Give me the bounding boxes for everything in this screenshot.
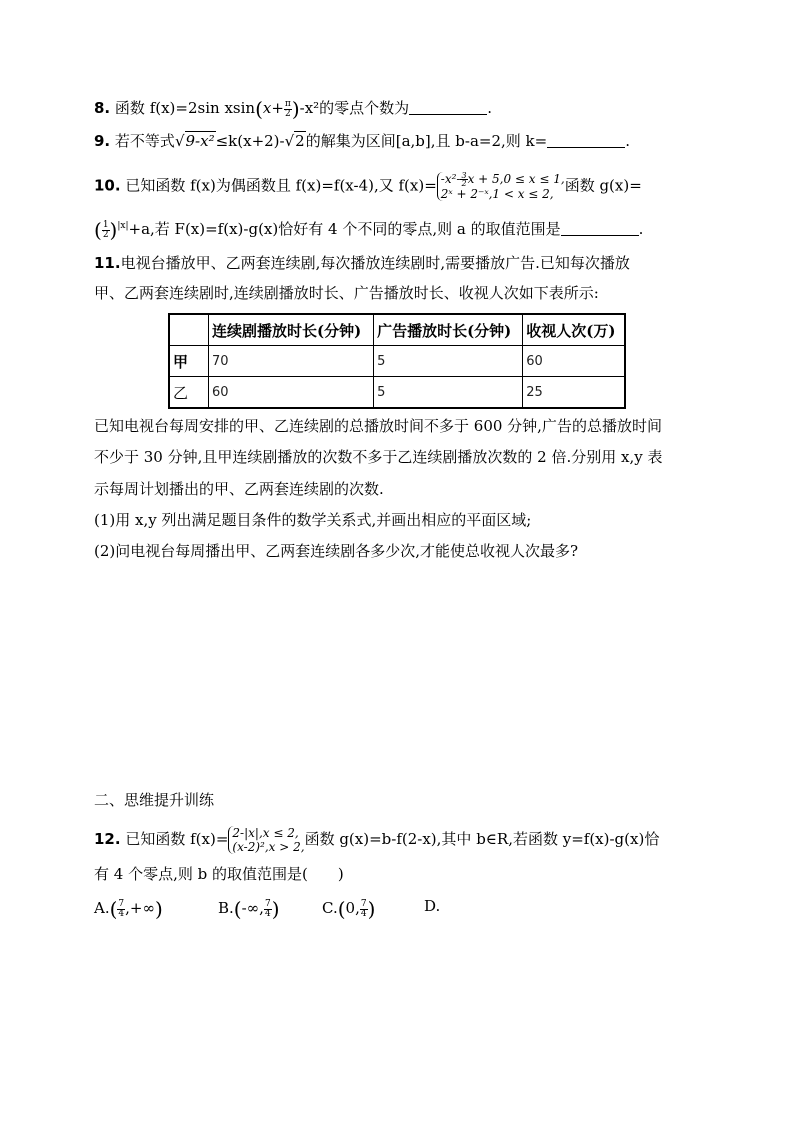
option-c[interactable]: C.(0, $\frac{7}{4}$ ) [322, 897, 376, 921]
table-row-label: 乙 [169, 377, 209, 409]
question-11-subquestion-2 [94, 541, 674, 561]
question-text: 已知函数 f(x)= [125, 830, 229, 848]
question-10-line-2: ( $\frac{1}{2}$ )$^{|x|}$+a,若 F(x)=f(x)-g(x)恰好有 4 个不同的零点,则 a 的取值范围是 . [94, 218, 644, 242]
sqrt-term: 9-x² [185, 132, 215, 150]
question-text: 函数 g(x)=b-f(2-x),其中 b∈R,若函数 y=f(x)-g(x)恰 [304, 830, 660, 848]
option-a[interactable]: A.( $\frac{7}{4}$ ,+∞) [94, 897, 163, 921]
answer-blank[interactable] [561, 221, 639, 236]
fraction: $\frac{7}{4}$ [118, 898, 125, 919]
question-text: 示每周计划播出的甲、乙两套连续剧的次数. [94, 480, 384, 498]
table-cell: 70 [209, 346, 374, 377]
piecewise-function: -x²- $\frac{3}{2}$ x + 5,0 ≤ x ≤ 1, 2ˣ + 2⁻ˣ,1 < x ≤ 2, [437, 172, 565, 201]
question-11-line-4 [94, 447, 674, 467]
question-12-line-1 [94, 826, 674, 854]
question-text: 有 4 个零点,则 b 的取值范围是( ) [94, 865, 344, 883]
question-text: 函数 f(x)=2sin xsin [114, 99, 256, 117]
question-8: 8. 函数 f(x)=2sin xsin(x+ $\frac{\pi}{2}$ )-x²的零点个数为 . [94, 97, 492, 121]
question-text: (2)问电视台每周播出甲、乙两套连续剧各多少次,才能使总收视人次最多? [94, 542, 579, 560]
question-11-line-2 [94, 283, 674, 303]
question-11-line-3 [94, 416, 674, 436]
question-10-line-1 [94, 172, 674, 201]
table-row [169, 377, 625, 409]
question-number: 8. [94, 99, 111, 117]
question-number: 11. [94, 254, 121, 272]
question-number: 10. [94, 176, 121, 195]
question-text: 已知电视台每周安排的甲、乙连续剧的总播放时间不多于 600 分钟,广告的总播放时间 [94, 417, 662, 435]
sqrt-term: 2 [295, 132, 305, 150]
question-number: 12. [94, 830, 121, 848]
question-text: +a,若 F(x)=f(x)-g(x)恰好有 4 个不同的零点,则 a 的取值范围是 [128, 220, 561, 238]
broadcast-table [168, 313, 626, 409]
piecewise-function: 2-|x|,x ≤ 2, (x-2)²,x > 2, [228, 826, 304, 854]
table-cell: 60 [523, 346, 625, 377]
table-cell: 5 [374, 377, 523, 409]
question-text: 不少于 30 分钟,且甲连续剧播放的次数不多于乙连续剧播放次数的 2 倍.分别用 x,y 表 [94, 448, 663, 466]
question-text: -x²的零点个数为 [299, 99, 410, 117]
table-cell: 25 [523, 377, 625, 409]
question-9: 9. 若不等式√9-x²≤k(x+2)-√2的解集为区间[a,b],且 b-a=2,则 k= . [94, 132, 630, 150]
table-header-cell: 广告播放时长(分钟) [374, 314, 523, 346]
table-cell: 60 [209, 377, 374, 409]
answer-blank[interactable] [409, 100, 487, 115]
table-row-label: 甲 [169, 346, 209, 377]
table-header-cell [169, 314, 209, 346]
table-header-cell: 收视人次(万) [523, 314, 625, 346]
fraction: $\frac{\pi}{2}$ [284, 98, 291, 119]
question-text: 的解集为区间[a,b],且 b-a=2,则 k= [305, 132, 548, 150]
question-text: 电视台播放甲、乙两套连续剧,每次播放连续剧时,需要播放广告.已知每次播放 [120, 254, 630, 272]
question-text: 已知函数 f(x)为偶函数且 f(x)=f(x-4),又 f(x)= [125, 176, 437, 195]
question-number: 9. [94, 132, 111, 150]
table-header-row [169, 314, 625, 346]
question-11-line-5 [94, 479, 674, 499]
answer-blank[interactable] [547, 133, 625, 148]
option-b[interactable]: B.(-∞, $\frac{7}{4}$ ) [218, 897, 280, 921]
fraction: $\frac{1}{2}$ [102, 219, 109, 240]
fraction: $\frac{7}{4}$ [360, 898, 367, 919]
math-term: x+ [262, 99, 284, 117]
table-row [169, 346, 625, 377]
question-11-subquestion-1 [94, 510, 674, 530]
question-12-line-2 [94, 864, 674, 884]
option-d[interactable]: D. [424, 897, 441, 915]
table-header-cell: 连续剧播放时长(分钟) [209, 314, 374, 346]
question-text: ≤k(x+2)- [215, 132, 285, 150]
question-text: 若不等式 [114, 132, 175, 150]
table-cell: 5 [374, 346, 523, 377]
question-text: (1)用 x,y 列出满足题目条件的数学关系式,并画出相应的平面区域; [94, 511, 532, 529]
question-text: 函数 g(x)= [564, 176, 642, 195]
question-11-line-1 [94, 253, 674, 273]
fraction: $\frac{7}{4}$ [264, 898, 271, 919]
question-text: 甲、乙两套连续剧时,连续剧播放时长、广告播放时长、收视人次如下表所示: [94, 284, 599, 302]
section-title: 二、思维提升训练 [94, 791, 215, 809]
